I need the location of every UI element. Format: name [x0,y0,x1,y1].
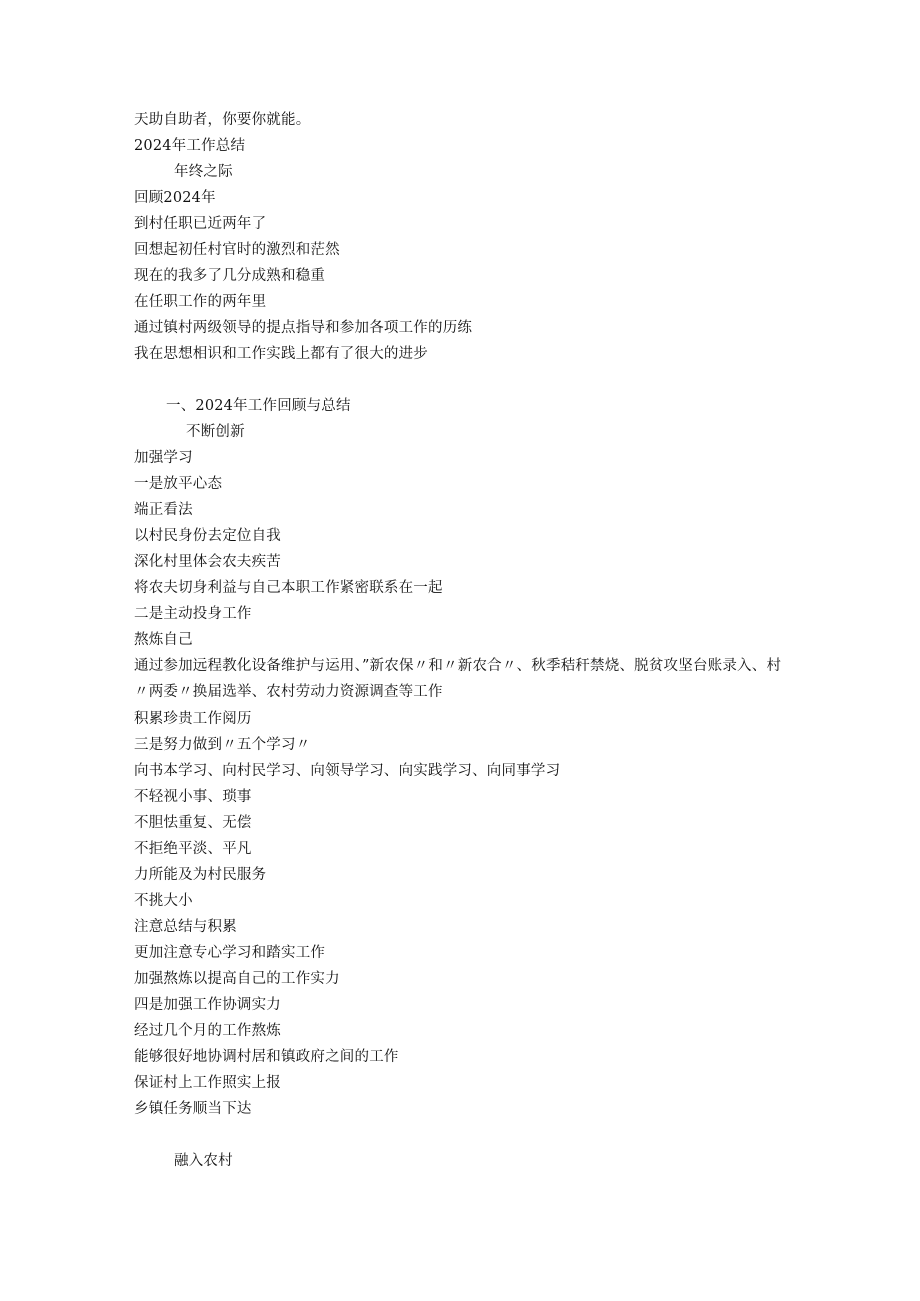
text-line: 以村民身份去定位自我 [134,528,281,544]
motto-line: 天助自助者，你要你就能。 [134,112,311,128]
text-line: 四是加强工作协调实力 [134,997,281,1013]
text-line: 在任职工作的两年里 [134,294,267,310]
text-line: 加强熬炼以提高自己的工作实力 [134,971,340,987]
text-line: 二是主动投身工作 [134,606,252,622]
text-line: 更加注意专心学习和踏实工作 [134,945,326,961]
text-line: 不轻视小事、琐事 [134,789,252,805]
text-line: 端正看法 [134,502,193,518]
text-paragraph: 通过参加远程教化设备维护与运用、”新农保〃和〃新农合〃、秋季秸秆禁烧、脱贫攻坚台账录入、村〃两委〃换届选举、农村劳动力资源调查等工作 [134,658,782,700]
text-line: 加强学习 [134,450,193,466]
text-line: 回顾2024年 [134,190,216,206]
text-line: 一是放平心态 [134,476,223,492]
text-line: 经过几个月的工作熬炼 [134,1023,281,1039]
text-line: 我在思想相识和工作实践上都有了很大的进步 [134,346,428,362]
text-line: 通过镇村两级领导的提点指导和参加各项工作的历练 [134,320,473,336]
text-line: 深化村里体会农夫疾苦 [134,554,281,570]
text-line: 力所能及为村民服务 [134,867,267,883]
text-line: 不胆怯重复、无偿 [134,815,252,831]
text-line: 能够很好地协调村居和镇政府之间的工作 [134,1049,399,1065]
text-line: 向书本学习、向村民学习、向领导学习、向实践学习、向同事学习 [134,763,561,779]
text-line: 注意总结与积累 [134,919,237,935]
subsection-heading: 融入农村 [174,1153,233,1169]
text-line: 现在的我多了几分成熟和稳重 [134,268,326,284]
text-line: 三是努力做到〃五个学习〃 [134,737,311,753]
document-title: 2024年工作总结 [134,138,246,154]
text-line: 回想起初任村官时的激烈和茫然 [134,242,340,258]
section-heading: 一、2024年工作回顾与总结 [166,398,351,414]
subsection-heading: 不断创新 [186,424,245,440]
text-line: 不拒绝平淡、平凡 [134,841,252,857]
text-line: 不挑大小 [134,893,193,909]
text-line: 保证村上工作照实上报 [134,1075,281,1091]
text-line: 积累珍贵工作阅历 [134,711,252,727]
text-line: 年终之际 [174,164,233,180]
text-line: 到村任职已近两年了 [134,216,267,232]
text-line: 乡镇任务顺当下达 [134,1101,252,1117]
text-line: 熬炼自己 [134,632,193,648]
text-line: 将农夫切身利益与自己本职工作紧密联系在一起 [134,580,443,596]
